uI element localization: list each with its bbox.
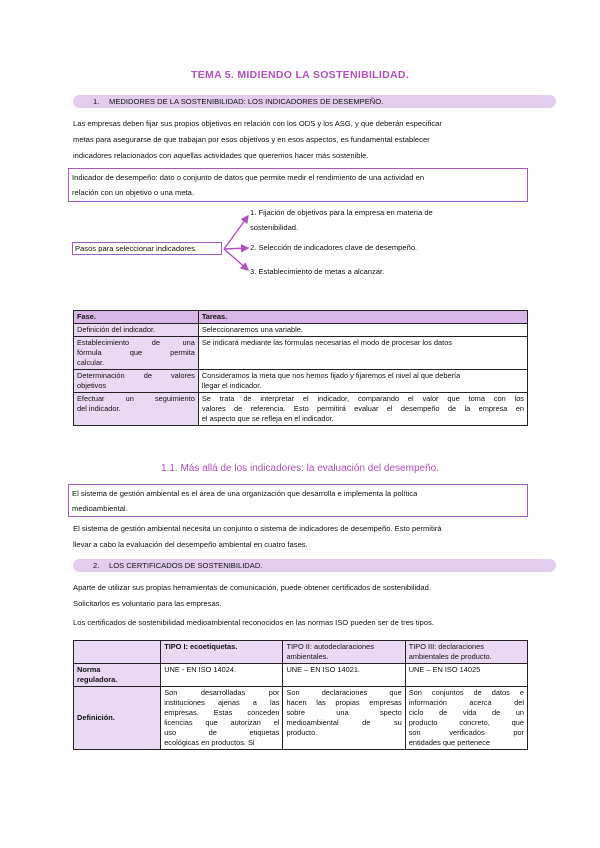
definicion-label: Definición.	[74, 687, 161, 750]
cert-paragraph	[73, 580, 528, 612]
header-fase: Fase.	[74, 311, 199, 324]
phases-table	[73, 310, 528, 426]
header-tipo-2: TIPO II: autodeclaraciones ambientales.	[283, 641, 405, 664]
certificates-table	[73, 640, 528, 750]
tarea-cell: Seleccionaremos una variable.	[198, 324, 527, 337]
definicion-cell: Son conjuntos de datos e información acerca del ciclo de vida de un producto concreto, que son verificados por entidades que pertenece	[405, 687, 527, 750]
step-2: 2. Selección de indicadores clave de desempeño.	[250, 243, 418, 252]
sga-line: medioambiental.	[72, 504, 128, 513]
definition-line: Indicador de desempeño: dato o conjunto de datos que permite medir el rendimiento de una actividad en	[72, 173, 425, 182]
norma-cell: UNE – EN ISO 14025	[405, 664, 527, 687]
arrow-step-3	[224, 249, 248, 270]
steps-label: Pasos para seleccionar indicadores.	[72, 242, 222, 255]
header-tareas: Tareas.	[198, 311, 527, 324]
table-header-row	[74, 311, 528, 324]
step-1-line: 1. Fijación de objetivos para la empresa en materia de	[250, 208, 433, 217]
table-row	[74, 664, 528, 687]
definicion-cell: Son declaraciones que hacen las propias empresas sobre una specto medioambiental de su producto.	[283, 687, 405, 750]
norma-label: Norma reguladora.	[74, 664, 161, 687]
sga-para-line: llevar a cabo la evaluación del desempeño ambiental en cuatro fases.	[73, 540, 308, 549]
section-2-heading	[73, 559, 556, 572]
table-row	[74, 324, 528, 337]
section-1-label: MEDIDORES DE LA SOSTENIBILIDAD: LOS INDICADORES DE DESEMPEÑO.	[109, 97, 384, 106]
definicion-cell: Son desarrolladas por instituciones ajenas a las empresas. Estas conceden licencias que autorizan el uso de etiquetas ecológicas en productos. Si	[161, 687, 283, 750]
table-row	[74, 393, 528, 426]
fase-cell: Determinación de valores objetivos	[74, 370, 199, 393]
header-tipo-1: TIPO I: ecoetiquetas.	[161, 641, 283, 664]
norma-cell: UNE - EN ISO 14024.	[161, 664, 283, 687]
definition-box	[68, 168, 528, 202]
tarea-cell: Se trata de interpretar el indicador, comparando el valor que toma con los valores de referencia. Esto permitirá evaluar el desempeño de la empresa en el aspecto que se refleja en el indicador.	[198, 393, 527, 426]
step-1	[250, 205, 433, 235]
table-row	[74, 337, 528, 370]
section-1-number: 1.	[93, 97, 100, 106]
sga-box	[68, 484, 528, 517]
section-2-number: 2.	[93, 561, 100, 570]
intro-line: Las empresas deben fijar sus propios objetivos en relación con los ODS y los ASG, y que deberán especificar	[73, 119, 442, 128]
cert-line: Aparte de utilizar sus propias herramientas de comunicación, puede obtener certificados de sostenibilidad.	[73, 583, 431, 592]
fase-cell: Establecimiento de una fórmula que permita calcular.	[74, 337, 199, 370]
arrow-step-2	[224, 248, 248, 249]
cert-line: Solicitarlos es voluntario para las empresas.	[73, 599, 222, 608]
table-row	[74, 370, 528, 393]
tarea-cell: Se indicará mediante las fórmulas necesarias el modo de procesar los datos	[198, 337, 527, 370]
sga-paragraph	[73, 521, 528, 553]
step-3: 3. Establecimiento de metas a alcanzar.	[250, 267, 385, 276]
section-1-heading	[73, 95, 556, 108]
corner-cell	[74, 641, 161, 664]
sga-line: El sistema de gestión ambiental es el área de una organización que desarrolla e implementa la política	[72, 489, 418, 498]
section-2-label: LOS CERTIFICADOS DE SOSTENIBILIDAD.	[109, 561, 263, 570]
definition-line: relación con un objetivo o una meta.	[72, 188, 195, 197]
cert-paragraph-2: Los certificados de sostenibilidad medioambiental reconocidos en las normas ISO pueden ser de tres tipos.	[73, 618, 434, 627]
step-1-line: sostenibilidad.	[250, 223, 299, 232]
fase-cell: Efectuar un seguimiento del indicador.	[74, 393, 199, 426]
table-header-row	[74, 641, 528, 664]
table-row	[74, 687, 528, 750]
subsection-title: 1.1. Más allá de los indicadores: la evaluación del desempeño.	[161, 463, 439, 474]
intro-line: metas para asegurarse de que trabajan por esos objetivos y en esos aspectos, es fundamental establecer	[73, 135, 430, 144]
fase-cell: Definición del indicador.	[74, 324, 199, 337]
sga-para-line: El sistema de gestión ambiental necesita un conjunto o sistema de indicadores de desempeño. Esto permitirá	[73, 524, 442, 533]
page-title: TEMA 5. MIDIENDO LA SOSTENIBILIDAD.	[191, 69, 409, 81]
tarea-cell: Consideramos la meta que nos hemos fijado y fijaremos el nivel al que debería llegar el indicador.	[198, 370, 527, 393]
arrow-step-1	[224, 216, 248, 249]
intro-paragraph	[73, 116, 528, 164]
header-tipo-3: TIPO III: declaraciones ambientales de producto.	[405, 641, 527, 664]
intro-line: indicadores relacionados con aquellas actividades que queremos hacer más sostenible.	[73, 151, 369, 160]
norma-cell: UNE – EN ISO 14021.	[283, 664, 405, 687]
